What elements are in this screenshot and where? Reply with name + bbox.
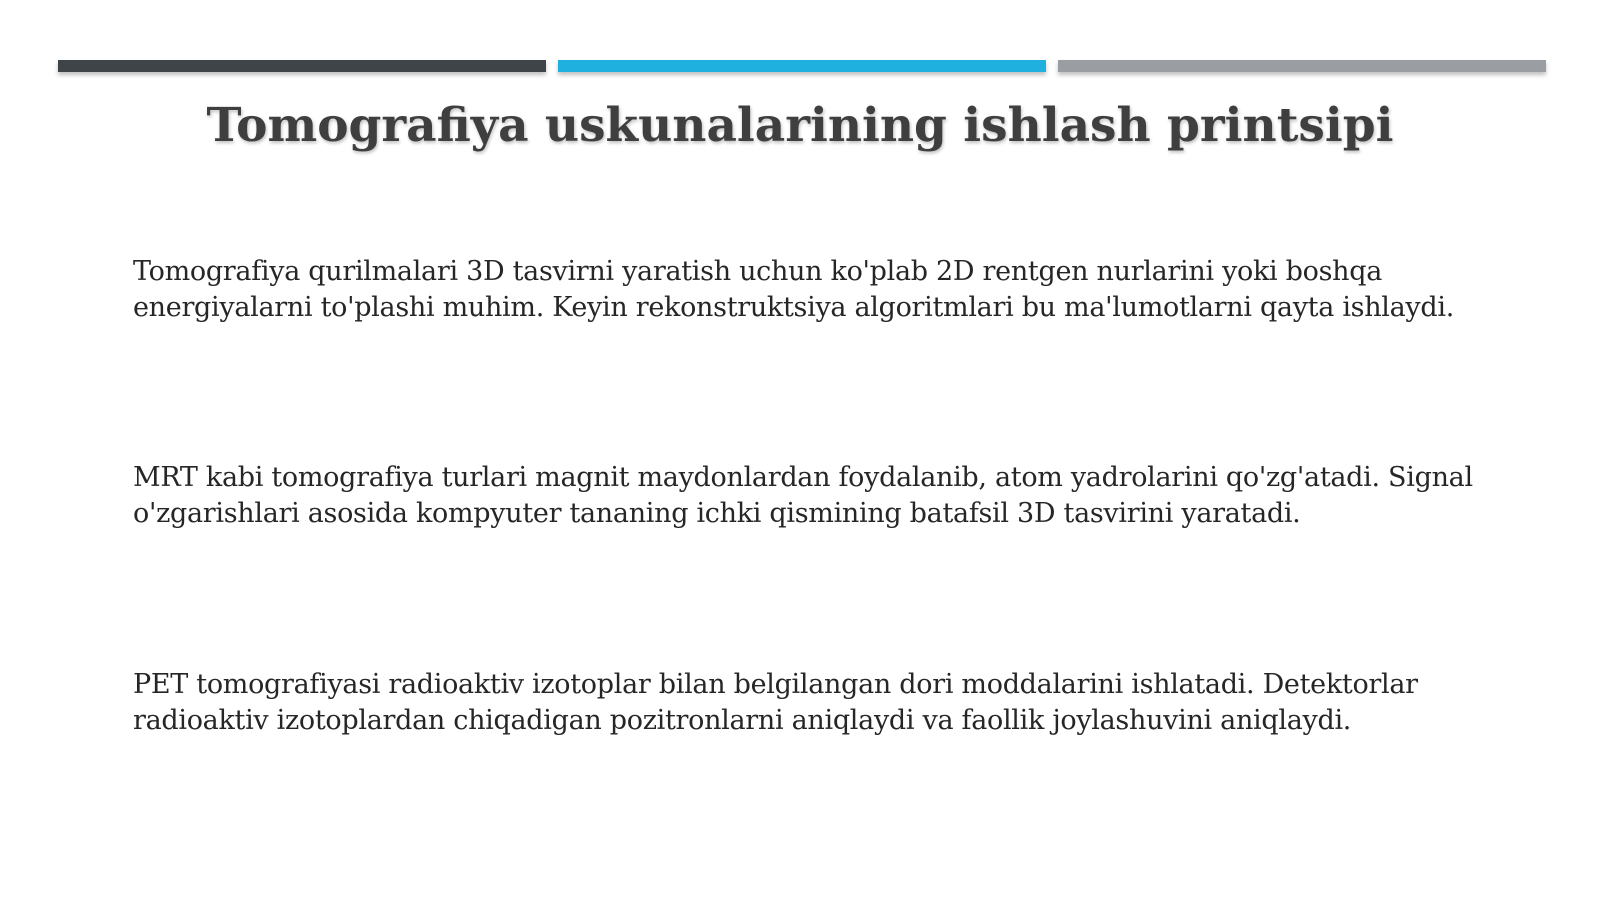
paragraph-mrt: MRT kabi tomografiya turlari magnit maydonlardan foydalanib, atom yadrolarini qo'zg'atadi. Signal o'zgarishlari asosida kompyuter tananing ichki qismining batafsil 3D tasvirini yaratadi.	[133, 462, 1473, 529]
paragraph-pet: PET tomografiyasi radioaktiv izotoplar bilan belgilangan dori moddalarini ishlatadi. Detektorlar radioaktiv izotoplardan chiqadigan pozitronlarni aniqlaydi va faollik joylashuvini aniqlaydi.	[133, 669, 1418, 736]
header-bar-dark	[58, 60, 546, 72]
header-bar-gray	[1058, 60, 1546, 72]
slide-title: Tomografiya uskunalarining ishlash printsipi	[206, 98, 1394, 153]
header-bar-blue	[558, 60, 1046, 72]
paragraph-reconstruction: Tomografiya qurilmalari 3D tasvirni yaratish uchun ko'plab 2D rentgen nurlarini yoki boshqa energiyalarni to'plashi muhim. Keyin rekonstruktsiya algoritmlari bu ma'lumotlarni qayta ishlaydi.	[133, 256, 1454, 323]
